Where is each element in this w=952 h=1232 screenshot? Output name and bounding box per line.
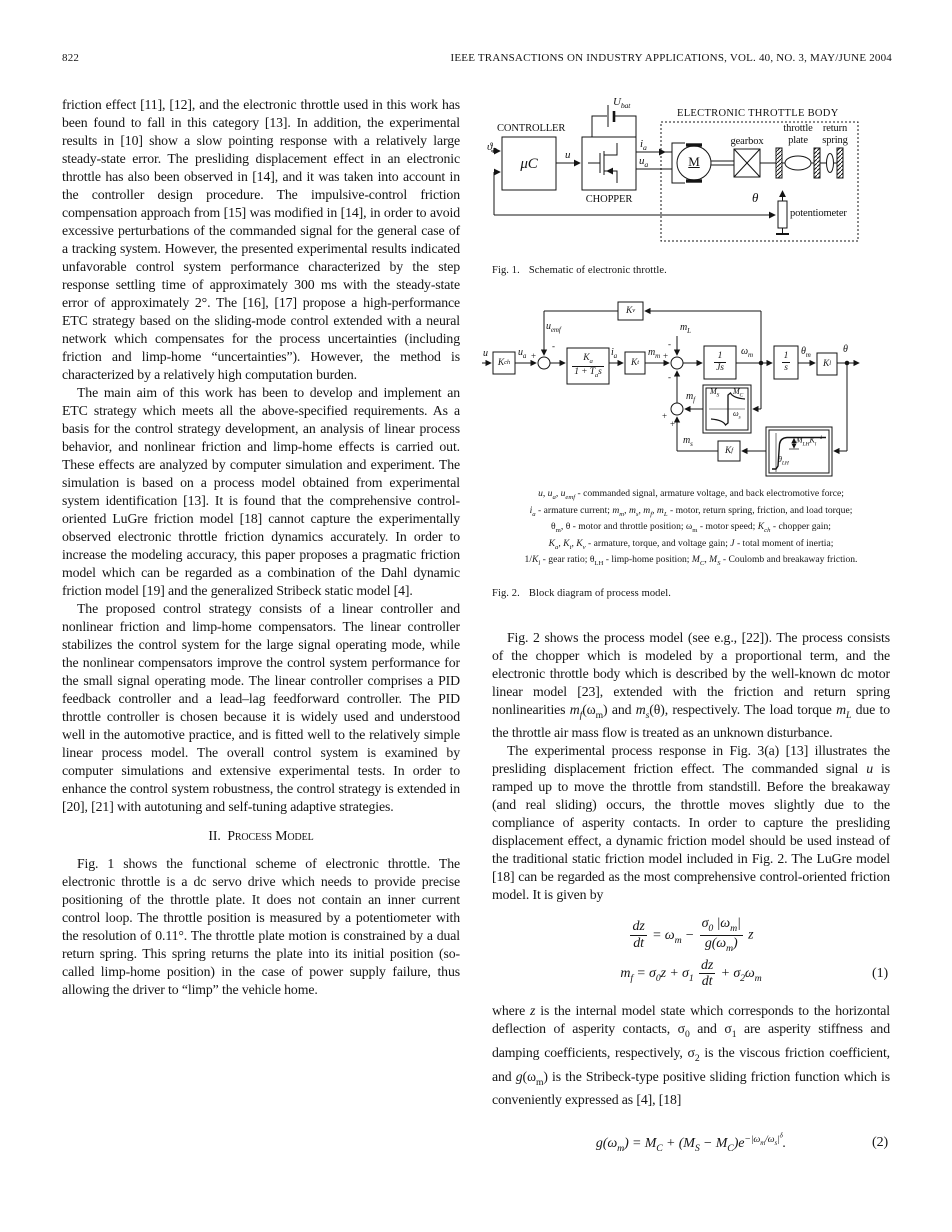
fig1-label-gearbox: gearbox xyxy=(730,136,764,147)
fig2-sign-minus-sum1: - xyxy=(552,341,555,351)
eq2-body: $g(\omega_m) = M_C + (M_S - M_C)e^{-|\omega_m/\omega_s|^\delta}$. xyxy=(595,1132,787,1155)
figure-2-block-diagram xyxy=(482,294,902,479)
fig2-label-m-l: $m_L$ xyxy=(680,322,691,335)
fig2-label-k-t: K t xyxy=(631,358,639,368)
fig1-label-return-spring: return spring xyxy=(822,123,848,146)
legend-line-1: u, $u_a$, $u_{emf}$ - commanded signal, armature voltage, and back electromotive force; xyxy=(538,488,844,501)
paragraph-lugre-explanation: where z is the internal model state which corresponds to the horizontal deflection of asperity contacts, $\sigma_0$ and $\sigma_1$ are asperity stiffness and damping coefficients, respectively, $\sigma_2$ is the viscous friction coefficient, and $g(\omega_m)$ is the Stribeck-type positive sliding friction function which is conveniently expressed as [4], [18] xyxy=(492,1003,891,1108)
fig2-label-u-input: u xyxy=(483,348,488,359)
fig1-caption-text: Schematic of electronic throttle. xyxy=(528,265,667,276)
fig2-label-omega-m: $\omega_m$ xyxy=(741,346,753,359)
fig2-label-inertia-tf xyxy=(704,346,736,379)
fig1-label-u-bat: $U_{bat}$ xyxy=(613,96,631,111)
fig2-label-u-a: $u_a$ xyxy=(518,347,527,360)
fig1-label-u: u xyxy=(565,149,571,161)
fig2-label-theta-m: $\theta_m$ xyxy=(801,346,811,359)
legend-line-2: $i_a$ - armature current; $m_m$, $m_s$, $m_f$, $m_L$ - motor, return spring, friction, and load torque; xyxy=(529,504,853,518)
left-column xyxy=(62,96,460,999)
fig1-label-i-a: $i_a$ xyxy=(640,138,647,153)
fig2-caption-text: Block diagram of process model. xyxy=(528,587,672,599)
equation-2-line xyxy=(492,1127,890,1158)
figure-1-schematic xyxy=(489,95,899,255)
fig1-label-potentiometer: potentiometer xyxy=(790,208,847,219)
paragraph-presliding: The experimental process response in Fig. 3(a) [13] illustrates the presliding displacement friction effect. The commanded signal u is ramped up to move the throttle from standstill. Before the breakaway (and real sliding) occurs, the throttle moves slightly due to the compliance of asperity contacts. In order to capture the presliding displacement effect, a dynamic friction model should be used instead of the traditional static friction model included in Fig. 2. The LuGre model [18] can be regarded as the most comprehensive control-oriented friction model. It is given by xyxy=(492,743,891,903)
fig1-label-microcontroller: μC xyxy=(520,155,538,172)
journal-title: IEEE TRANSACTIONS ON INDUSTRY APPLICATIONS, VOL. 40, NO. 3, MAY/JUNE 2004 xyxy=(450,52,892,64)
page-number: 822 xyxy=(62,52,80,64)
fig2-integrator-numerator: 1 xyxy=(783,351,789,362)
legend-line-4: $K_a$, $K_t$, $K_v$ - armature, torque, and voltage gain; J - total moment of inertia; xyxy=(548,537,834,551)
fig1-label-controller: CONTROLLER xyxy=(497,123,566,134)
fig2-sign-plus-sum2: + xyxy=(663,351,668,361)
fig2-label-m-s: $m_s$ xyxy=(683,435,693,448)
paragraph-intro-cont: friction effect [11], [12], and the electronic throttle used in this work has been found to fall in this category [13]. In addition, the experimental results in [10] show a slow pointing response with a relatively large steady-state error. The presliding displacement effect in an electronic throttle has also been observed in [14], and it was taken into account in the controller design procedure. The impulsive-control friction compensation approach from [15] was modified in [14], in order to avoid excessive perturbations of the commanded signal for the general case of a tracking system. However, the presented experimental results indicated unfavorable control system performance characterized by the step response settling time of approximately 300 ms with the steady-state error of approximately 2°. The [16], [17] propose a high-performance ETC strategy based on the sliding-mode control extended with a neural network which compensates for the process uncertainties (including friction and limp-home “uncertainties”). However, the method is characterized by a relatively high computation burden. xyxy=(62,97,460,382)
paragraph-control-strategy: The proposed control strategy consists of a linear controller and nonlinear friction and limp-home compensators. The linear controller stabilizes the control system for the large signal operating mode, while the nonlinear compensators improve the control system performance for the small signal operating mode. The linear controller comprises a PID feedback controller and a lead–lag feedforward controller. The PID throttle controller is chosen because it is widely used and understood well in the automotive practice, and is fitted well to the relatively simple linear process model. The overall control system is examined by computer simulations and extensive experimental tests. In order to enhance the control system robustness, the control strategy is extended in [20], [21] with autotuning and self-tuning adaptive strategies. xyxy=(62,601,460,814)
eq1-dt: dt xyxy=(633,936,644,952)
fig2-label-armature-tf xyxy=(567,348,609,384)
section-title: Process Model xyxy=(227,828,314,843)
fig2-sign-minus-friction: - xyxy=(668,372,671,382)
fig2-integrator-denominator: s xyxy=(784,363,788,373)
eq1-frac-num: $\sigma_0$ $|\omega_m|$ xyxy=(701,916,741,935)
eq1-z: z xyxy=(748,927,754,943)
legend-line-3: $\theta_m$, θ - motor and throttle position; $\omega_m$ - motor speed; $K_{ch}$ - chopper gain; xyxy=(551,521,831,534)
fig2-block-diagram-drawing xyxy=(482,294,902,479)
fig1-label-throttle-plate: throttle plate xyxy=(783,123,813,146)
fig2-label-breakaway-friction: $M_S$ xyxy=(710,387,720,399)
fig2-label-k-ch: K ch xyxy=(497,358,511,368)
fig2-sign-plus-sum1: + xyxy=(531,351,536,361)
eq1-frac-den: $g(\omega_m)$ xyxy=(704,936,738,954)
fig2-label-m-f: $m_f$ xyxy=(686,391,695,404)
fig2-label-k-v: K v xyxy=(625,306,636,316)
equation-1-line-1 xyxy=(492,916,890,955)
right-column xyxy=(483,95,891,1161)
figure-2-legend xyxy=(492,488,890,571)
fig2-label-k-l: K l xyxy=(823,359,831,369)
fig1-label-chopper: CHOPPER xyxy=(585,194,633,205)
fig2-armature-denominator: $1 + T_as$ xyxy=(574,366,602,379)
fig2-armature-numerator: $K_a$ xyxy=(572,353,603,366)
fig2-label-theta-out: θ xyxy=(843,344,848,355)
eq1-dz: dz xyxy=(632,919,645,935)
equation-1 xyxy=(492,916,890,990)
fig2-inertia-numerator: 1 xyxy=(714,351,726,363)
eq1-l2-pre: $m_f = \sigma_0z + \sigma_1$ xyxy=(620,966,694,984)
fig2-label-theta-lh: $\theta_{LH}$ xyxy=(778,455,789,467)
fig1-label-throttle-body-title: ELECTRONIC THROTTLE BODY xyxy=(677,108,839,119)
fig2-label-m-m: $m_m$ xyxy=(648,347,661,360)
paragraph-main-aim: The main aim of this work has been to develop and implement an ETC strategy which meets all the above-specified requirements. As a basis for the control strategy development, an analysis of linear process behavior, and nonlinear friction and limp-home effects is carried out. These effects are analyzed by computer simulation and experiment. The simulation is based on a process model obtained from experimental system identification [13]. It is found that the comprehensive control-oriented LuGre friction model [18] cannot capture the experimentally observed electronic throttle friction dynamics accurately. In order to increase the modeling accuracy, this paper proposes a pragmatic friction model which can be regarded as a combination of the Dahl dynamic friction model [19] and the generalized Stribeck static model [4]. xyxy=(62,385,460,598)
fig1-caption-label: Fig. 1. xyxy=(492,265,520,276)
legend-line-5: $1/K_l$ - gear ratio; $\theta_{LH}$ - limp-home position; $M_C$, $M_S$ - Coulomb and breakaway friction. xyxy=(524,554,858,567)
fig2-sign-minus-load: - xyxy=(668,339,671,349)
eq1-l2-dt: dt xyxy=(701,974,713,990)
fig1-label-motor: M xyxy=(688,154,700,169)
fig2-label-k-f: K f xyxy=(725,446,733,456)
fig2-label-u-emf: $u_{emf}$ xyxy=(546,321,561,334)
section-number: II. xyxy=(208,828,221,843)
figure-2-caption xyxy=(492,585,890,603)
fig2-label-coulomb-friction: $M_C$ xyxy=(733,387,744,399)
fig1-label-theta: θ xyxy=(752,190,759,205)
equation-1-number: (1) xyxy=(872,965,888,981)
fig2-sign-plus-ms: + xyxy=(670,419,675,429)
eq1-l2-post: + $\sigma_2\omega_m$ xyxy=(720,966,762,984)
fig1-label-theta-r: $ϑ_R$ xyxy=(487,141,497,156)
fig2-label-integrator xyxy=(774,346,798,379)
fig2-caption-label: Fig. 2. xyxy=(492,587,520,599)
fig2-label-i-a: $i_a$ xyxy=(611,347,618,360)
fig2-label-m-lh: $M_{LH}K_l^{-1}$ xyxy=(796,435,823,448)
equation-2-number: (2) xyxy=(872,1134,888,1150)
equation-2 xyxy=(492,1127,890,1158)
fig2-sign-plus-mf: + xyxy=(662,411,667,421)
fig2-label-omega-s: $\omega_s$ xyxy=(733,409,741,421)
fig1-label-u-a: $u_a$ xyxy=(639,155,649,170)
fig2-inertia-denominator: Js xyxy=(716,363,724,373)
eq1-middle: = $\omega_m$ − xyxy=(652,927,698,946)
paragraph-fig1-description: Fig. 1 shows the functional scheme of electronic throttle. The electronic throttle is a dc servo drive which needs to provide precise positioning of the throttle plate. It does not contain an inner current control loop. The throttle position is measured by a potentiometer with the resolution of 0.11°. The throttle plate motion is constrained by a dual return spring. This spring returns the plate into its initial position (so-called limp-home position) in the case of power supply failure, thus allowing the driver to “limp” the vehicle home. xyxy=(62,856,460,997)
figure-1-caption xyxy=(492,262,890,280)
eq1-l2-dz: dz xyxy=(701,957,714,973)
equation-1-line-2 xyxy=(492,958,890,990)
paragraph-process-model: Fig. 2 shows the process model (see e.g., [22]). The process consists of the chopper which is modeled by a proportional term, and the electronic throttle body which is described by the well-known dc motor linear model [23], extended with the friction and return spring nonlinearities $m_f(\omega_m)$ and $m_s(\theta)$, respectively. The load torque $m_L$ due to the throttle air mass flow is treated as an unknown disturbance. xyxy=(492,629,890,741)
section-heading xyxy=(62,827,460,845)
